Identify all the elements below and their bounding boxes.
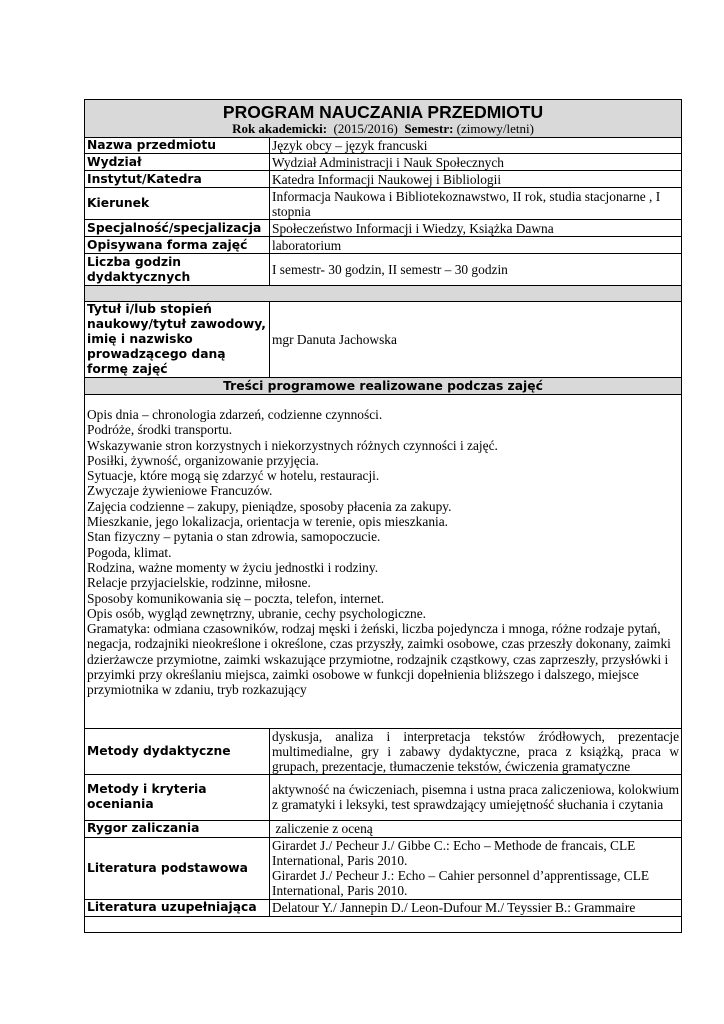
subject-label: Nazwa przedmiotu	[85, 138, 270, 154]
program-line: Relacje przyjacielskie, rodzinne, miłosne.	[87, 575, 311, 591]
teacher-value: mgr Danuta Jachowska	[270, 302, 682, 378]
course-program-document	[84, 99, 682, 917]
program-line: Podróże, środki transportu.	[87, 422, 233, 438]
field-label: Kierunek	[85, 188, 270, 220]
hours-label: Liczba godzin dydaktycznych	[85, 254, 270, 286]
hours-value: I semestr- 30 godzin, II semestr – 30 godzin	[270, 254, 682, 286]
form-value: laboratorium	[270, 237, 682, 254]
row-form	[85, 237, 682, 254]
institute-label: Instytut/Katedra	[85, 171, 270, 188]
program-line: Posiłki, żywność, organizowanie przyjęcia.	[87, 452, 319, 468]
program-table	[84, 99, 682, 917]
rigor-value: zaliczenie z oceną	[270, 820, 682, 837]
spacer-row	[85, 286, 682, 302]
row-field	[85, 188, 682, 220]
teacher-label: Tytuł i/lub stopień naukowy/tytuł zawodowy, imię i nazwisko prowadzącego daną formę zajęć	[85, 302, 270, 378]
program-line: Opis dnia – chronologia zdarzeń, codzienne czynności.	[87, 407, 383, 422]
gray-separator	[85, 286, 682, 302]
year-label: Rok akademicki:	[232, 121, 328, 136]
program-line: Zwyczaje żywieniowe Francuzów.	[87, 483, 273, 499]
grammar-line: Gramatyka: odmiana czasowników, rodzaj męski i żeński, liczba pojedyncza i mnoga, różne rodzaje pytań, negacja, rodzajniki nieokreślone i określone, czas przyszły, zaimki osobowe, czas przeszły dokonany, zaimki dzierżawcze przymiotne, zaimki wskazujące przymiotne, rodzajnik cząstkowy, czas zaprzeszły, przysłówki i przyimki przy określaniu miejsca, zaimki osobowe w funkcji dopełnienia bliższego i dalszego, miejsce przymiotnika w zdaniu, tryb rozkazujący	[87, 621, 671, 698]
extra-literature-label: Literatura uzupełniająca	[85, 899, 270, 916]
row-institute	[85, 171, 682, 188]
program-line: Pogoda, klimat.	[87, 544, 172, 560]
program-line: Opis osób, wygląd zewnętrzny, ubranie, cechy psychologiczne.	[87, 605, 426, 621]
program-heading: Treści programowe realizowane podczas zajęć	[85, 378, 682, 395]
rigor-label: Rygor zaliczania	[85, 820, 270, 837]
row-teacher	[85, 302, 682, 378]
row-hours	[85, 254, 682, 286]
specialty-value: Społeczeństwo Informacji i Wiedzy, Książka Dawna	[270, 220, 682, 237]
document-header	[85, 100, 682, 138]
program-line: Stan fizyczny – pytania o stan zdrowia, samopoczucie.	[87, 529, 381, 545]
row-rigor	[85, 820, 682, 837]
literature-value	[270, 837, 682, 899]
program-line: Sytuacje, które mogą się zdarzyć w hotelu, restauracji.	[87, 468, 380, 484]
row-literature	[85, 837, 682, 899]
institute-value: Katedra Informacji Naukowej i Bibliologii	[270, 171, 682, 188]
assessment-value: aktywność na ćwiczeniach, pisemna i ustna praca zaliczeniowa, kolokwium z gramatyki i leksyki, test sprawdzający umiejętność słuchania i czytania	[270, 774, 682, 820]
program-line: Rodzina, ważne momenty w życiu jednostki i rodziny.	[87, 559, 379, 575]
row-extra-literature	[85, 899, 682, 916]
program-line: Zajęcia codzienne – zakupy, pieniądze, sposoby płacenia za zakupy.	[87, 498, 452, 514]
row-specialty	[85, 220, 682, 237]
faculty-value: Wydział Administracji i Nauk Społecznych	[270, 154, 682, 171]
row-methods	[85, 728, 682, 774]
assessment-label: Metody i kryteria oceniania	[85, 774, 270, 820]
row-subject	[85, 138, 682, 154]
row-program-content	[85, 395, 682, 729]
program-content	[85, 395, 682, 729]
year-value: (2015/2016)	[333, 121, 398, 136]
row-faculty	[85, 154, 682, 171]
document-title: PROGRAM NAUCZANIA PRZEDMIOTU	[222, 102, 544, 122]
semester-label: Semestr:	[404, 121, 454, 136]
row-assessment	[85, 774, 682, 820]
literature-item: Girardet J./ Pecheur J./ Gibbe C.: Echo – Methode de francais, CLE International, Paris 2010.	[272, 838, 636, 869]
program-line: Mieszkanie, jego lokalizacja, orientacja w terenie, opis mieszkania.	[87, 514, 449, 530]
extra-literature-value: Delatour Y./ Jannepin D./ Leon-Dufour M./ Teyssier B.: Grammaire	[270, 899, 682, 916]
faculty-label: Wydział	[85, 154, 270, 171]
row-program-heading	[85, 378, 682, 395]
program-line: Wskazywanie stron korzystnych i niekorzystnych różnych czynności i zajęć.	[87, 437, 498, 453]
subject-value: Język obcy – język francuski	[270, 138, 682, 154]
literature-label: Literatura podstawowa	[85, 837, 270, 899]
methods-value: dyskusja, analiza i interpretacja tekstów źródłowych, prezentacje multimedialne, gry i zabawy dydaktyczne, praca z książką, praca w grupach, prezentacje, tłumaczenie tekstów, ćwiczenia gramatyczne	[270, 728, 682, 774]
program-line: Sposoby komunikowania się – poczta, telefon, internet.	[87, 590, 385, 606]
academic-year-line	[85, 122, 681, 136]
literature-item: Girardet J./ Pecheur J.: Echo – Cahier personnel d’apprentissage, CLE International, Paris 2010.	[272, 868, 650, 899]
field-value: Informacja Naukowa i Bibliotekoznawstwo, II rok, studia stacjonarne , I stopnia	[270, 188, 682, 220]
semester-value: (zimowy/letni)	[456, 121, 534, 136]
methods-label: Metody dydaktyczne	[85, 728, 270, 774]
specialty-label: Specjalność/specjalizacja	[85, 220, 270, 237]
form-label: Opisywana forma zajęć	[85, 237, 270, 254]
